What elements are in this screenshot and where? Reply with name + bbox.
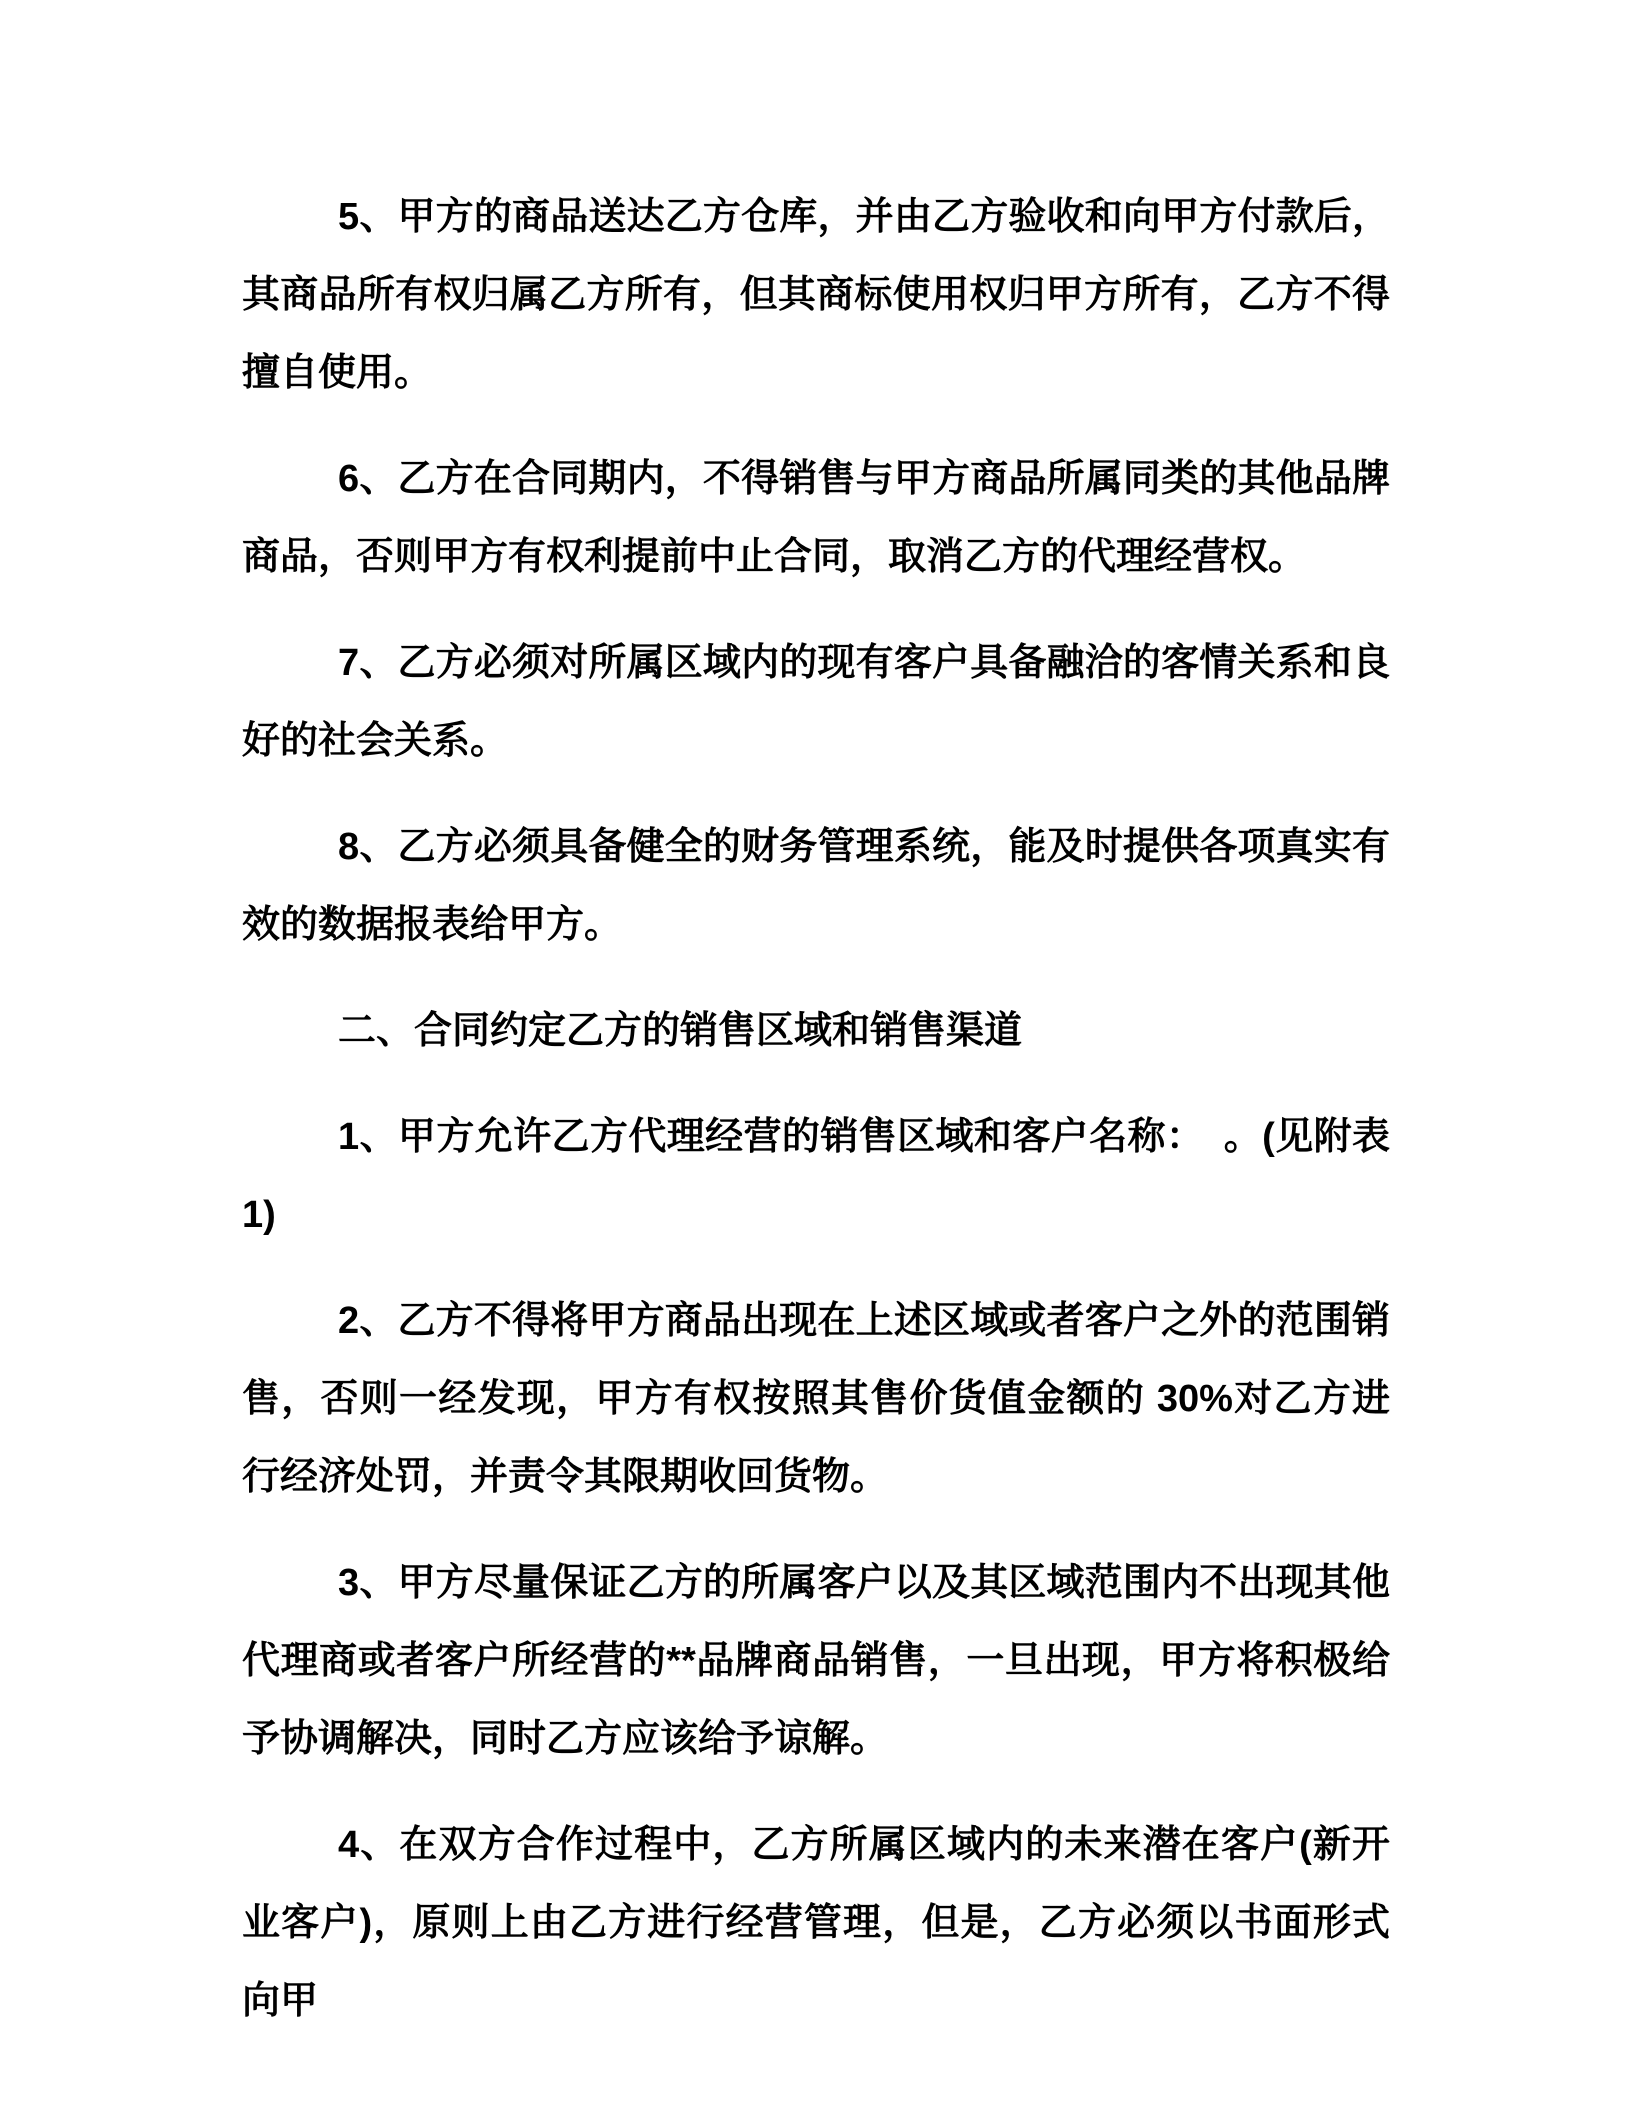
document-content [242, 178, 1390, 2040]
paragraph-clause-7: 7、乙方必须对所属区域内的现有客户具备融洽的客情关系和良好的社会关系。 [242, 642, 1390, 762]
paragraph-section2-clause-1: 1、甲方允许乙方代理经营的销售区域和客户名称： 。(见附表 1) [242, 1116, 1390, 1236]
paragraph-clause-8: 8、乙方必须具备健全的财务管理系统，能及时提供各项真实有效的数据报表给甲方。 [242, 826, 1390, 946]
paragraph-section2-clause-4: 4、在双方合作过程中，乙方所属区域内的未来潜在客户(新开业客户)，原则上由乙方进行经营管理，但是，乙方必须以书面形式向甲 [242, 1824, 1390, 2022]
section-2-heading: 二、合同约定乙方的销售区域和销售渠道 [338, 1010, 1023, 1052]
paragraph-clause-6: 6、乙方在合同期内，不得销售与甲方商品所属同类的其他品牌商品，否则甲方有权利提前中止合同，取消乙方的代理经营权。 [242, 458, 1390, 578]
paragraph-clause-5: 5、甲方的商品送达乙方仓库，并由乙方验收和向甲方付款后，其商品所有权归属乙方所有，但其商标使用权归甲方所有，乙方不得擅自使用。 [242, 196, 1390, 394]
paragraph-section2-clause-2: 2、乙方不得将甲方商品出现在上述区域或者客户之外的范围销售，否则一经发现，甲方有权按照其售价货值金额的 30%对乙方进行经济处罚，并责令其限期收回货物。 [242, 1300, 1390, 1498]
paragraph-section2-clause-3: 3、甲方尽量保证乙方的所属客户以及其区域范围内不出现其他代理商或者客户所经营的**品牌商品销售，一旦出现，甲方将积极给予协调解决，同时乙方应该给予谅解。 [242, 1562, 1390, 1760]
